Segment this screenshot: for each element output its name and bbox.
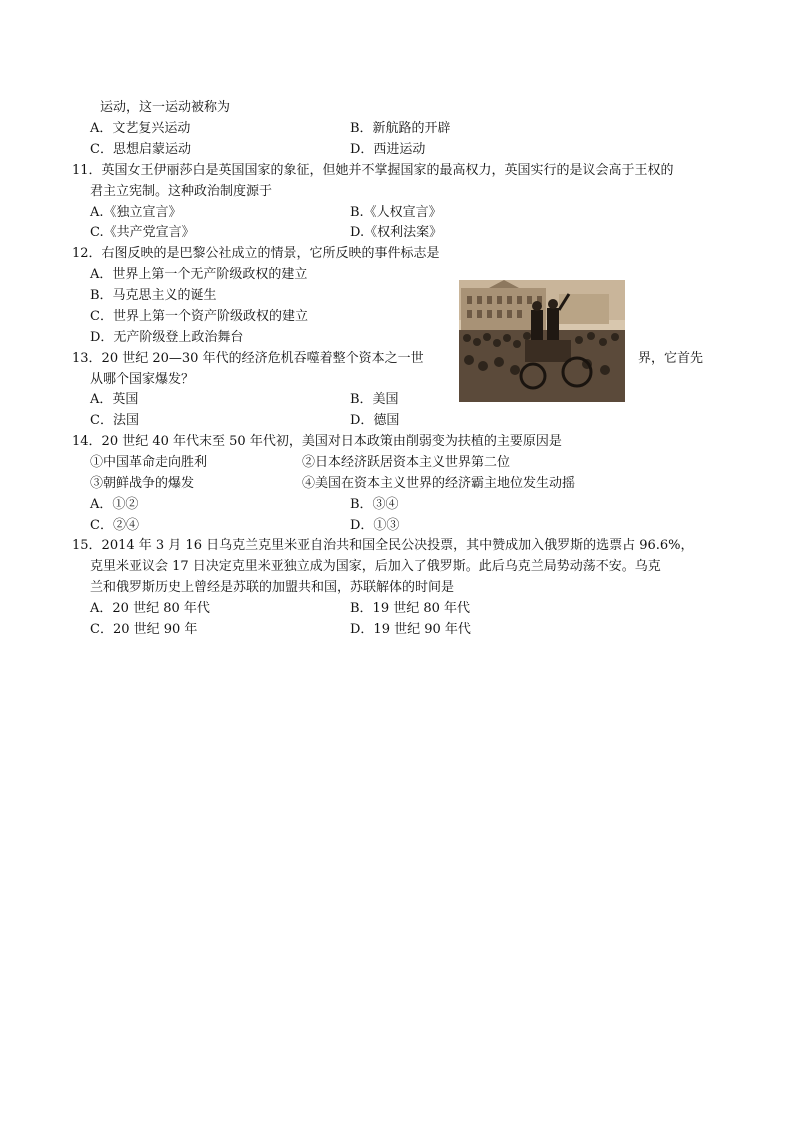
q14-item-2: ②日本经济跃居资本主义世界第二位 <box>302 455 511 470</box>
q10-option-b: B．新航路的开辟 <box>350 121 451 136</box>
q13-stem-line1b: 界，它首先 <box>638 351 704 366</box>
q14-option-b: B．③④ <box>350 497 399 512</box>
q10-option-a: A．文艺复兴运动 <box>90 121 191 136</box>
q12-stem: 12．右图反映的是巴黎公社成立的情景，它所反映的事件标志是 <box>72 246 440 261</box>
q11-stem-line2: 君主立宪制。这种政治制度源于 <box>90 184 273 199</box>
q12-option-c: C．世界上第一个资产阶级政权的建立 <box>90 309 308 324</box>
q15-option-b: B．19 世纪 80 年代 <box>350 601 471 616</box>
q14-item-4: ④美国在资本主义世界的经济霸主地位发生动摇 <box>302 476 576 491</box>
q11-option-d: D.《权利法案》 <box>350 225 443 240</box>
q13-stem-line2: 从哪个国家爆发？ <box>90 372 195 387</box>
q14-option-c: C．②④ <box>90 518 139 533</box>
q15-option-c: C．20 世纪 90 年 <box>90 622 198 637</box>
paris-commune-illustration <box>459 280 625 402</box>
q10-option-d: D．西进运动 <box>350 142 426 157</box>
q12-option-d: D．无产阶级登上政治舞台 <box>90 330 244 345</box>
q13-option-b: B．美国 <box>350 392 399 407</box>
q14-item-3: ③朝鲜战争的爆发 <box>90 476 195 491</box>
q15-option-a: A．20 世纪 80 年代 <box>90 601 210 616</box>
q15-stem-line3: 兰和俄罗斯历史上曾经是苏联的加盟共和国，苏联解体的时间是 <box>90 580 455 595</box>
q11-stem-line1: 11．英国女王伊丽莎白是英国国家的象征，但她并不掌握国家的最高权力，英国实行的是议会高于王权的 <box>72 163 674 178</box>
q13-stem-line1a: 13．20 世纪 20—30 年代的经济危机吞噬着整个资本之一世 <box>72 351 424 366</box>
q15-stem-line1: 15．2014 年 3 月 16 日乌克兰克里米亚自治共和国全民公决投票，其中赞成加入俄罗斯的选票占 96.6%， <box>72 538 694 553</box>
q15-option-d: D．19 世纪 90 年代 <box>350 622 471 637</box>
q14-option-a: A．①② <box>90 497 139 512</box>
q13-option-a: A．英国 <box>90 392 139 407</box>
q13-option-c: C．法国 <box>90 413 139 428</box>
q15-stem-line2: 克里米亚议会 17 日决定克里米亚独立成为国家，后加入了俄罗斯。此后乌克兰局势动荡不安。乌克 <box>90 559 661 574</box>
q11-option-c: C.《共产党宣言》 <box>90 225 195 240</box>
q14-option-d: D．①③ <box>350 518 400 533</box>
q14-item-1: ①中国革命走向胜利 <box>90 455 208 470</box>
q12-option-b: B．马克思主义的诞生 <box>90 288 217 303</box>
q11-option-b: B.《人权宣言》 <box>350 205 442 220</box>
q10-stem-continuation: 运动，这一运动被称为 <box>100 100 231 115</box>
q13-option-d: D．德国 <box>350 413 400 428</box>
q12-option-a: A．世界上第一个无产阶级政权的建立 <box>90 267 308 282</box>
q10-option-c: C．思想启蒙运动 <box>90 142 191 157</box>
q11-option-a: A.《独立宣言》 <box>90 205 182 220</box>
q14-stem: 14．20 世纪 40 年代末至 50 年代初，美国对日本政策由削弱变为扶植的主要原因是 <box>72 434 562 449</box>
